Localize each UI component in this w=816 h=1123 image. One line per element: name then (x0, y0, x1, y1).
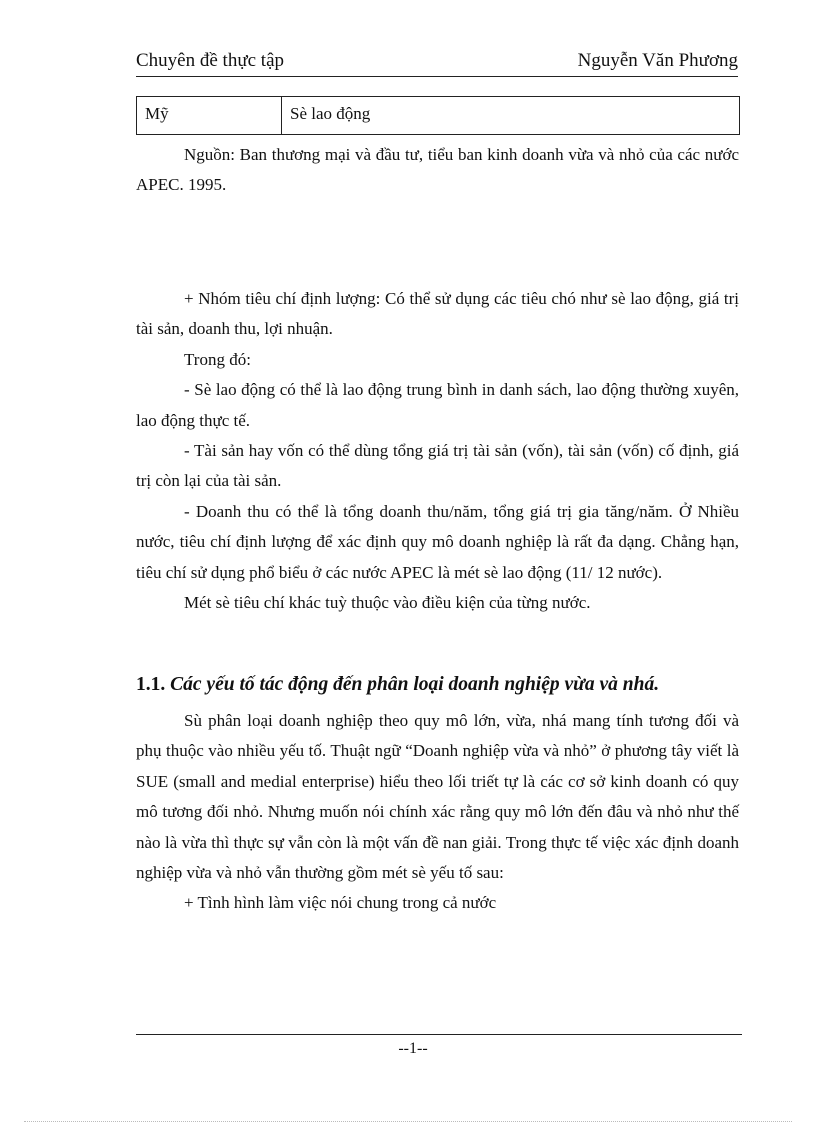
page-bottom-border (24, 1121, 792, 1122)
factors-section (136, 706, 739, 919)
paragraph-classification: Sù phân loại doanh nghiệp theo quy mô lớn, vừa, nhá mang tính tương đối và phụ thuộc vào nhiều yếu tố. Thuật ngữ “Doanh nghiệp vừa và nhỏ” ở phương tây viết là SUE (small and medial enterprise) hiểu theo lối triết tự là các cơ sở kinh doanh có quy mô tương đối nhỏ. Nhưng muốn nói chính xác rằng quy mô lớn đến đâu và nhỏ như thế nào là vừa thì thực sự vẫn còn là một vấn đề nan giải. Trong thực tế việc xác định doanh nghiệp vừa và nhỏ vẫn thường gồm mét sè yếu tố sau: (136, 711, 739, 883)
table-cell-criterion-text: Sè lao động (290, 104, 371, 123)
header-title: Chuyên đề thực tập (136, 50, 285, 71)
source-note: Nguồn: Ban thương mại và đầu tư, tiểu ban kinh doanh vừa và nhỏ của các nước APEC. 1995. (136, 145, 739, 195)
section-number: 1.1. (136, 674, 166, 695)
header-author: Nguyễn Văn Phương (577, 50, 738, 71)
section-heading (136, 674, 659, 696)
page-number: --1-- (398, 1040, 428, 1057)
paragraph-assets: - Tài sản hay vốn có thể dùng tổng giá trị tài sản (vốn), tài sản (vốn) cố định, giá trị còn lại của tài sản. (136, 441, 739, 491)
page-header (136, 48, 738, 77)
criteria-section (136, 284, 739, 618)
section-title: Các yếu tố tác động đến phân loại doanh nghiệp vừa và nhá. (170, 674, 660, 695)
paragraph-other-criteria: Mét sè tiêu chí khác tuỳ thuộc vào điều kiện của từng nước. (184, 593, 591, 613)
table-cell-criterion (282, 97, 739, 134)
source-note-block (136, 140, 739, 201)
country-table-row (136, 96, 740, 135)
table-cell-country (137, 97, 282, 134)
paragraph-labor: - Sè lao động có thể là lao động trung bình in danh sách, lao động thường xuyên, lao động thực tế. (136, 380, 739, 430)
paragraph-in-which: Trong đó: (184, 349, 251, 369)
paragraph-revenue: - Doanh thu có thể là tổng doanh thu/năm, tổng giá trị gia tăng/năm. Ở Nhiều nước, tiêu chí định lượng để xác định quy mô doanh nghiệp là rất đa dạng. Chẳng hạn, tiêu chí sử dụng phổ biểu ở các nước APEC là mét sè lao động (11/ 12 nước). (136, 501, 739, 582)
paragraph-quantitative-criteria: + Nhóm tiêu chí định lượng: Có thể sử dụng các tiêu chó như sè lao động, giá trị tài sản, doanh thu, lợi nhuận. (136, 289, 739, 339)
footer-divider (136, 1034, 742, 1035)
table-cell-country-text: Mỹ (145, 104, 169, 123)
paragraph-employment-situation: + Tình hình làm việc nói chung trong cả nước (184, 893, 497, 913)
